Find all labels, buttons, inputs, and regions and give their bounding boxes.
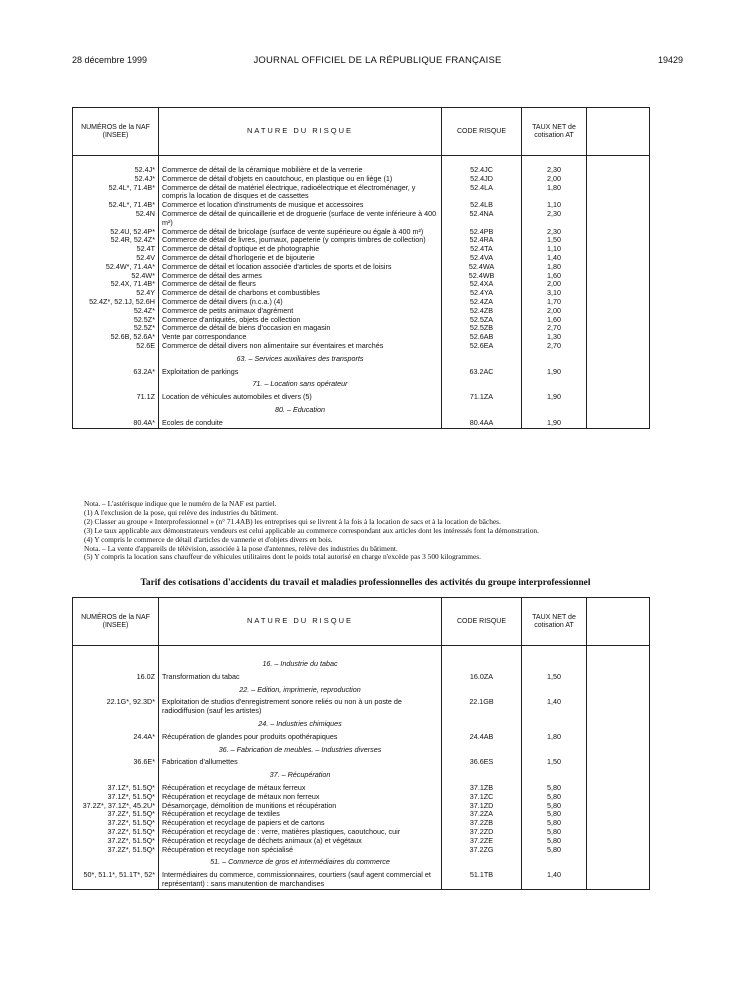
naf-number: 52.4V xyxy=(73,254,159,263)
risk-nature: Récupération et recyclage de déchets animaux (a) et végétaux xyxy=(159,837,442,846)
net-rate: 1,40 xyxy=(522,871,587,889)
blank-cell xyxy=(587,819,650,828)
risk-nature: Commerce de détail divers (n.c.a.) (4) xyxy=(159,298,442,307)
blank-cell xyxy=(73,716,159,733)
blank-cell xyxy=(442,767,522,784)
naf-number: 52.4J* xyxy=(73,175,159,184)
risk-nature: Récupération et recyclage de métaux ferreux xyxy=(159,784,442,793)
blank-cell xyxy=(587,236,650,245)
risk-code: 52.5ZA xyxy=(442,316,522,325)
risk-nature: Récupération et recyclage de textiles xyxy=(159,810,442,819)
risk-code: 37.1ZC xyxy=(442,793,522,802)
table-row xyxy=(73,280,650,289)
blank-cell xyxy=(522,742,587,759)
risk-code: 52.4ZA xyxy=(442,298,522,307)
blank-cell xyxy=(587,298,650,307)
blank-cell xyxy=(442,402,522,419)
net-rate: 2,30 xyxy=(522,228,587,237)
risk-code: 24.4AB xyxy=(442,733,522,742)
blank-cell xyxy=(522,656,587,673)
table-row xyxy=(73,793,650,802)
naf-number: 37.1Z*, 51.5Q* xyxy=(73,793,159,802)
naf-number: 50*, 51.1*, 51.1T*, 52* xyxy=(73,871,159,889)
naf-number: 37.2Z*, 51.5Q* xyxy=(73,837,159,846)
section-heading: 63. – Services auxiliaires des transports xyxy=(159,351,442,368)
blank-cell xyxy=(522,351,587,368)
blank-cell xyxy=(587,351,650,368)
footnote: (2) Classer au groupe « Interprofessionnel » (n° 71.4AB) les entreprises qui se livrent à la fois à la location de sacs et à la location de bâches. xyxy=(84,516,501,526)
table-row xyxy=(73,272,650,281)
net-rate: 1,30 xyxy=(522,333,587,342)
table-row xyxy=(73,802,650,811)
col-header-blank xyxy=(587,108,650,156)
blank-cell xyxy=(587,646,650,657)
risk-code: 52.4JC xyxy=(442,166,522,175)
risk-nature: Commerce de petits animaux d'agrément xyxy=(159,307,442,316)
naf-number: 37.2Z*, 37.1Z*, 45.2U* xyxy=(73,802,159,811)
section-heading-row xyxy=(73,716,650,733)
naf-number: 52.4L*, 71.4B* xyxy=(73,184,159,202)
naf-number: 52.4Z*, 52.1J, 52.6H xyxy=(73,298,159,307)
risk-nature: Ecoles de conduite xyxy=(159,419,442,428)
risk-code: 37.2ZG xyxy=(442,846,522,855)
blank-cell xyxy=(73,682,159,699)
naf-number: 52.4X, 71.4B* xyxy=(73,280,159,289)
footnote: Nota. – La vente d'appareils de télévision, associée à la pose d'antennes, relève des industries du bâtiment. xyxy=(84,543,398,553)
net-rate: 1,10 xyxy=(522,201,587,210)
blank-cell xyxy=(587,828,650,837)
risk-code: 37.1ZD xyxy=(442,802,522,811)
footnote: (5) Y compris la location sans chauffeur de véhicules utilitaires dont le poids total autorisé en charge n'excède pas 3 500 kilogrammes. xyxy=(84,552,482,562)
table-row xyxy=(73,307,650,316)
risk-code: 37.2ZD xyxy=(442,828,522,837)
blank-cell xyxy=(587,810,650,819)
section-heading-row xyxy=(73,682,650,699)
table-row xyxy=(73,673,650,682)
blank-cell xyxy=(73,854,159,871)
footnotes xyxy=(84,500,684,562)
blank-cell xyxy=(73,402,159,419)
risk-nature: Intermédiaires du commerce, commissionnaires, courtiers (sauf agent commercial et représentant) : sans manutention de marchandises xyxy=(159,871,442,889)
blank-cell xyxy=(587,289,650,298)
page-number: 19429 xyxy=(657,55,683,65)
blank-cell xyxy=(587,324,650,333)
table-body xyxy=(73,156,650,429)
col-header-blank xyxy=(587,598,650,646)
col-header-code: CODE RISQUE xyxy=(442,598,522,646)
blank-cell xyxy=(522,767,587,784)
naf-number: 52.4T xyxy=(73,245,159,254)
naf-number: 52.4J* xyxy=(73,166,159,175)
risk-code: 52.4YA xyxy=(442,289,522,298)
section-heading: 80. – Education xyxy=(159,402,442,419)
blank-cell xyxy=(587,758,650,767)
section-heading-row xyxy=(73,854,650,871)
net-rate: 1,50 xyxy=(522,758,587,767)
risk-nature: Récupération de glandes pour produits opothérapiques xyxy=(159,733,442,742)
net-rate: 2,70 xyxy=(522,342,587,351)
blank-cell xyxy=(73,646,159,657)
blank-cell xyxy=(442,376,522,393)
risk-nature: Commerce de détail divers non alimentaire sur éventaires et marchés xyxy=(159,342,442,351)
risk-nature: Commerce de détail de la céramique mobilière et de la verrerie xyxy=(159,166,442,175)
net-rate: 1,80 xyxy=(522,733,587,742)
blank-cell xyxy=(587,210,650,228)
table-row xyxy=(73,289,650,298)
blank-cell xyxy=(587,854,650,871)
blank-cell xyxy=(587,682,650,699)
footnote: Nota. – L'astérisque indique que le numéro de la NAF est partiel. xyxy=(84,499,277,508)
naf-number: 52.4Y xyxy=(73,289,159,298)
blank-cell xyxy=(587,201,650,210)
risk-nature: Commerce de détail de charbons et combustibles xyxy=(159,289,442,298)
col-header-naf: NUMÉROS de la NAF (INSEE) xyxy=(73,108,159,156)
naf-number: 37.2Z*, 51.5Q* xyxy=(73,810,159,819)
section-heading: 51. – Commerce de gros et intermédiaires du commerce xyxy=(159,854,442,871)
risk-code: 52.4WB xyxy=(442,272,522,281)
risk-nature: Exploitation de studios d'enregistrement sonore reliés ou non à un poste de radiodiffusion (sauf les artistes) xyxy=(159,698,442,716)
naf-number: 80.4A* xyxy=(73,419,159,428)
risk-nature: Commerce de détail d'horlogerie et de bijouterie xyxy=(159,254,442,263)
table-row xyxy=(73,298,650,307)
risk-code: 52.6EA xyxy=(442,342,522,351)
table-row xyxy=(73,698,650,716)
net-rate: 1,60 xyxy=(522,272,587,281)
naf-number: 22.1G*, 92.3D* xyxy=(73,698,159,716)
net-rate: 1,90 xyxy=(522,419,587,428)
net-rate: 5,80 xyxy=(522,784,587,793)
risk-code: 37.2ZA xyxy=(442,810,522,819)
col-header-rate: TAUX NET de cotisation AT xyxy=(522,108,587,156)
section-heading-row xyxy=(73,376,650,393)
table-row xyxy=(73,263,650,272)
table-row xyxy=(73,236,650,245)
net-rate: 1,80 xyxy=(522,184,587,202)
blank-cell xyxy=(587,716,650,733)
risk-nature: Commerce de détail de livres, journaux, papeterie (y compris timbres de collection) xyxy=(159,236,442,245)
blank-cell xyxy=(587,184,650,202)
net-rate: 2,00 xyxy=(522,280,587,289)
section-heading: 24. – Industries chimiques xyxy=(159,716,442,733)
blank-cell xyxy=(522,854,587,871)
blank-cell xyxy=(587,393,650,402)
risk-code: 37.2ZB xyxy=(442,819,522,828)
risk-code: 37.2ZE xyxy=(442,837,522,846)
risk-code: 52.4ZB xyxy=(442,307,522,316)
naf-number: 52.5Z* xyxy=(73,316,159,325)
blank-cell xyxy=(587,733,650,742)
risk-code: 52.4VA xyxy=(442,254,522,263)
blank-cell xyxy=(442,351,522,368)
blank-cell xyxy=(587,228,650,237)
blank-cell xyxy=(587,333,650,342)
risk-code: 22.1GB xyxy=(442,698,522,716)
naf-number: 63.2A* xyxy=(73,368,159,377)
net-rate: 1,80 xyxy=(522,263,587,272)
risk-nature: Location de véhicules automobiles et divers (5) xyxy=(159,393,442,402)
net-rate: 1,10 xyxy=(522,245,587,254)
table-header-row xyxy=(73,598,650,646)
page-header xyxy=(72,55,683,69)
naf-number: 52.4L*, 71.4B* xyxy=(73,201,159,210)
risk-nature: Commerce de détail d'objets en caoutchouc, en plastique ou en liège (1) xyxy=(159,175,442,184)
net-rate: 5,80 xyxy=(522,802,587,811)
blank-cell xyxy=(522,716,587,733)
risk-code: 36.6ES xyxy=(442,758,522,767)
net-rate: 5,80 xyxy=(522,810,587,819)
risk-code: 37.1ZB xyxy=(442,784,522,793)
risk-nature: Commerce de détail de bricolage (surface de vente supérieure ou égale à 400 m²) xyxy=(159,228,442,237)
col-header-naf: NUMÉROS de la NAF (INSEE) xyxy=(73,598,159,646)
blank-cell xyxy=(587,342,650,351)
col-header-code: CODE RISQUE xyxy=(442,108,522,156)
naf-number: 52.4Z* xyxy=(73,307,159,316)
blank-cell xyxy=(587,419,650,428)
blank-cell xyxy=(587,656,650,673)
table-row xyxy=(73,871,650,889)
naf-number: 37.2Z*, 51.5Q* xyxy=(73,819,159,828)
table-row xyxy=(73,419,650,428)
blank-cell xyxy=(587,673,650,682)
risk-nature: Transformation du tabac xyxy=(159,673,442,682)
blank-cell xyxy=(587,742,650,759)
footnote: (3) Le taux applicable aux démonstrateurs vendeurs est celui applicable au commerce correspondant aux articles dont les intéressés font la démonstration. xyxy=(84,525,539,535)
risk-nature: Exploitation de parkings xyxy=(159,368,442,377)
section-heading: 16. – Industrie du tabac xyxy=(159,656,442,673)
risk-code: 71.1ZA xyxy=(442,393,522,402)
table-row xyxy=(73,342,650,351)
blank-cell xyxy=(587,166,650,175)
net-rate: 1,60 xyxy=(522,316,587,325)
net-rate: 1,50 xyxy=(522,236,587,245)
section-heading: 22. – Edition, imprimerie, reproduction xyxy=(159,682,442,699)
table-row xyxy=(73,368,650,377)
blank-cell xyxy=(587,316,650,325)
section-heading-row xyxy=(73,742,650,759)
journal-title: JOURNAL OFFICIEL DE LA RÉPUBLIQUE FRANÇAISE xyxy=(253,55,502,66)
table-row xyxy=(73,733,650,742)
risk-code: 51.1TB xyxy=(442,871,522,889)
blank-cell xyxy=(587,793,650,802)
table-row xyxy=(73,810,650,819)
section-heading-row xyxy=(73,351,650,368)
naf-number: 52.4W*, 71.4A* xyxy=(73,263,159,272)
net-rate: 2,30 xyxy=(522,210,587,228)
net-rate: 1,40 xyxy=(522,698,587,716)
blank-cell xyxy=(442,646,522,657)
table-row xyxy=(73,393,650,402)
publication-date: 28 décembre 1999 xyxy=(72,55,148,65)
section-heading: 36. – Fabrication de meubles. – Industries diverses xyxy=(159,742,442,759)
table-row xyxy=(73,846,650,855)
naf-number: 37.2Z*, 51.5Q* xyxy=(73,828,159,837)
net-rate: 1,90 xyxy=(522,368,587,377)
net-rate: 1,70 xyxy=(522,298,587,307)
blank-cell xyxy=(442,742,522,759)
blank-cell xyxy=(73,376,159,393)
blank-cell xyxy=(73,656,159,673)
risk-nature: Récupération et recyclage de : verre, matières plastiques, caoutchouc, cuir xyxy=(159,828,442,837)
table-row xyxy=(73,245,650,254)
blank-cell xyxy=(587,156,650,167)
naf-number: 52.6B, 52.6A* xyxy=(73,333,159,342)
table-row xyxy=(73,758,650,767)
blank-cell xyxy=(73,742,159,759)
net-rate: 3,10 xyxy=(522,289,587,298)
naf-number: 24.4A* xyxy=(73,733,159,742)
blank-cell xyxy=(442,716,522,733)
risk-code: 52.4XA xyxy=(442,280,522,289)
blank-cell xyxy=(587,871,650,889)
naf-number: 52.4U, 52.4P* xyxy=(73,228,159,237)
section-heading-row xyxy=(73,402,650,419)
risk-nature: Commerce de détail des armes xyxy=(159,272,442,281)
naf-number: 37.1Z*, 51.5Q* xyxy=(73,784,159,793)
net-rate: 5,80 xyxy=(522,846,587,855)
risk-nature: Récupération et recyclage de papiers et de cartons xyxy=(159,819,442,828)
section-heading: 37. – Récupération xyxy=(159,767,442,784)
net-rate: 2,00 xyxy=(522,307,587,316)
risk-code: 16.0ZA xyxy=(442,673,522,682)
risk-code: 52.6AB xyxy=(442,333,522,342)
section-title: Tarif des cotisations d'accidents du travail et maladies professionnelles des activités du groupe interprofessionnel xyxy=(140,578,591,588)
net-rate: 5,80 xyxy=(522,793,587,802)
blank-cell xyxy=(159,646,442,657)
naf-number: 52.6E xyxy=(73,342,159,351)
blank-cell xyxy=(587,784,650,793)
naf-number: 16.0Z xyxy=(73,673,159,682)
risk-code: 52.4WA xyxy=(442,263,522,272)
blank-cell xyxy=(73,351,159,368)
risk-code: 52.4NA xyxy=(442,210,522,228)
table-row xyxy=(73,324,650,333)
risk-code: 52.4LA xyxy=(442,184,522,202)
blank-cell xyxy=(522,376,587,393)
table-header-row xyxy=(73,108,650,156)
blank-cell xyxy=(442,854,522,871)
blank-cell xyxy=(587,698,650,716)
naf-number: 52.4R, 52.4Z* xyxy=(73,236,159,245)
naf-number: 52.4W* xyxy=(73,272,159,281)
blank-cell xyxy=(442,656,522,673)
risk-nature: Commerce de détail et location associée d'articles de sports et de loisirs xyxy=(159,263,442,272)
net-rate: 2,00 xyxy=(522,175,587,184)
blank-cell xyxy=(442,682,522,699)
naf-number: 71.1Z xyxy=(73,393,159,402)
net-rate: 5,80 xyxy=(522,828,587,837)
blank-cell xyxy=(587,802,650,811)
footnote: (4) Y compris le commerce de détail d'articles de vannerie et d'objets divers en bois. xyxy=(84,534,333,544)
net-rate: 2,30 xyxy=(522,166,587,175)
blank-cell xyxy=(587,846,650,855)
blank-cell xyxy=(587,254,650,263)
net-rate: 2,70 xyxy=(522,324,587,333)
table-row xyxy=(73,316,650,325)
naf-number: 36.6E* xyxy=(73,758,159,767)
blank-cell xyxy=(587,376,650,393)
net-rate: 5,80 xyxy=(522,837,587,846)
table-row xyxy=(73,210,650,228)
section-heading-row xyxy=(73,767,650,784)
risk-nature: Commerce de détail d'optique et de photographie xyxy=(159,245,442,254)
risk-nature: Commerce d'antiquités, objets de collection xyxy=(159,316,442,325)
blank-cell xyxy=(522,682,587,699)
blank-cell xyxy=(587,272,650,281)
net-rate: 5,80 xyxy=(522,819,587,828)
risk-code: 52.4TA xyxy=(442,245,522,254)
risk-nature: Commerce de détail de quincaillerie et de droguerie (surface de vente inférieure à 400 m²) xyxy=(159,210,442,228)
col-header-rate: TAUX NET de cotisation AT xyxy=(522,598,587,646)
risk-code: 63.2AC xyxy=(442,368,522,377)
blank-cell xyxy=(522,646,587,657)
risk-code: 52.4PB xyxy=(442,228,522,237)
net-rate: 1,90 xyxy=(522,393,587,402)
section-heading-row xyxy=(73,656,650,673)
risk-rate-table-commerce xyxy=(72,107,650,429)
net-rate: 1,50 xyxy=(522,673,587,682)
naf-number: 37.2Z*, 51.5Q* xyxy=(73,846,159,855)
table-row xyxy=(73,184,650,202)
blank-cell xyxy=(587,307,650,316)
spacer-row xyxy=(73,646,650,657)
risk-code: 52.4LB xyxy=(442,201,522,210)
risk-nature: Récupération et recyclage non spécialisé xyxy=(159,846,442,855)
blank-cell xyxy=(587,368,650,377)
table-row xyxy=(73,837,650,846)
blank-cell xyxy=(73,767,159,784)
blank-cell xyxy=(587,280,650,289)
risk-rate-table-interprofessional xyxy=(72,597,650,890)
risk-nature: Vente par correspondance xyxy=(159,333,442,342)
table-row xyxy=(73,784,650,793)
blank-cell xyxy=(522,402,587,419)
blank-cell xyxy=(587,837,650,846)
risk-nature: Commerce de détail de biens d'occasion en magasin xyxy=(159,324,442,333)
naf-number: 52.4N xyxy=(73,210,159,228)
table-body xyxy=(73,646,650,890)
section-heading: 71. – Location sans opérateur xyxy=(159,376,442,393)
risk-nature: Désamorçage, démolition de munitions et récupération xyxy=(159,802,442,811)
col-header-nature: NATURE DU RISQUE xyxy=(159,108,442,156)
risk-code: 52.5ZB xyxy=(442,324,522,333)
risk-nature: Commerce de détail de matériel électrique, radioélectrique et électroménager, y compris la location de disques et de cassettes xyxy=(159,184,442,202)
naf-number: 52.5Z* xyxy=(73,324,159,333)
blank-cell xyxy=(587,402,650,419)
risk-nature: Fabrication d'allumettes xyxy=(159,758,442,767)
net-rate: 1,40 xyxy=(522,254,587,263)
risk-code: 80.4AA xyxy=(442,419,522,428)
risk-code: 52.4RA xyxy=(442,236,522,245)
risk-code: 52.4JD xyxy=(442,175,522,184)
footnote: (1) A l'exclusion de la pose, qui relève des industries du bâtiment. xyxy=(84,507,279,517)
blank-cell xyxy=(587,767,650,784)
risk-nature: Commerce et location d'instruments de musique et accessoires xyxy=(159,201,442,210)
blank-cell xyxy=(587,263,650,272)
risk-nature: Récupération et recyclage de métaux non ferreux xyxy=(159,793,442,802)
col-header-nature: NATURE DU RISQUE xyxy=(159,598,442,646)
blank-cell xyxy=(587,245,650,254)
risk-nature: Commerce de détail de fleurs xyxy=(159,280,442,289)
blank-cell xyxy=(587,175,650,184)
